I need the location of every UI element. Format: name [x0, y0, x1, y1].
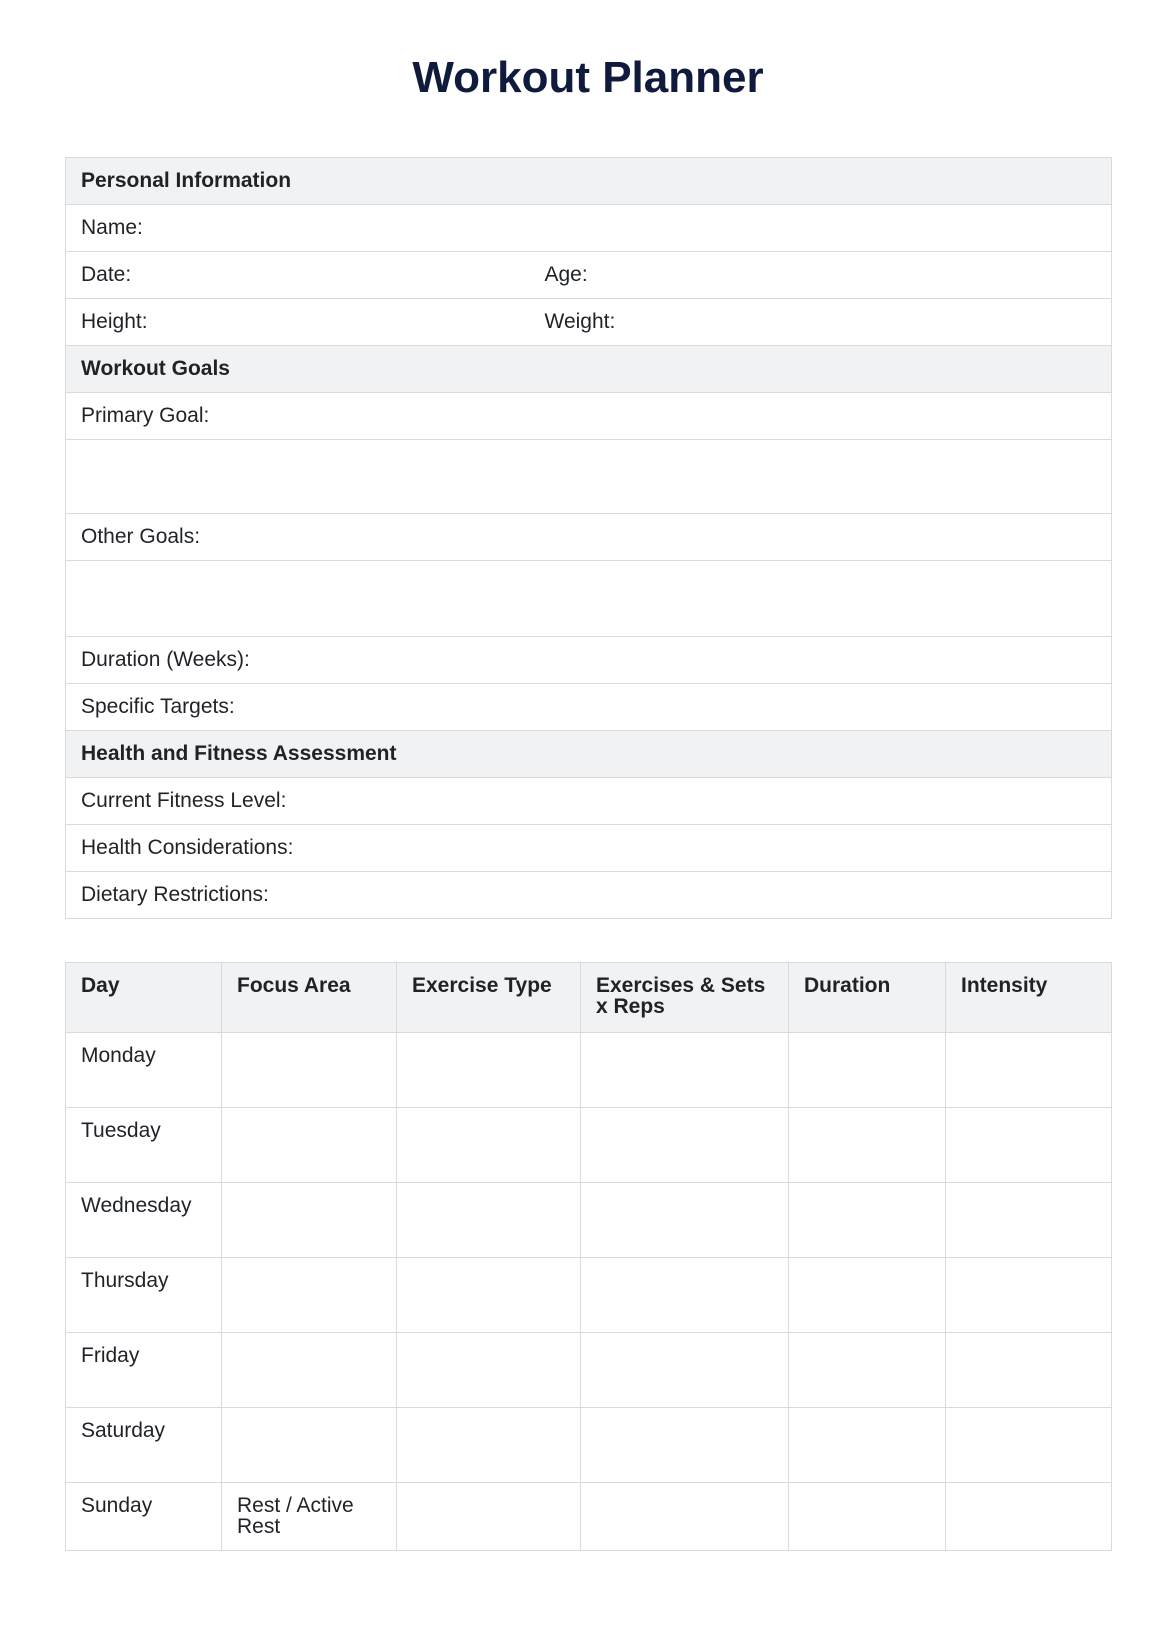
section-header-row [66, 158, 1112, 205]
intensity-cell[interactable] [946, 1108, 1112, 1183]
dietary-restrictions-field[interactable]: Dietary Restrictions: [66, 872, 1112, 919]
day-cell: Wednesday [66, 1183, 222, 1258]
name-field[interactable]: Name: [66, 205, 1112, 252]
fitness-level-row [66, 778, 1112, 825]
exercise-type-cell[interactable] [397, 1108, 581, 1183]
name-row [66, 205, 1112, 252]
table-row [66, 1408, 1112, 1483]
date-age-row [66, 252, 1112, 299]
health-considerations-field[interactable]: Health Considerations: [66, 825, 1112, 872]
exercise-type-cell[interactable] [397, 1033, 581, 1108]
column-header-exercise-type: Exercise Type [397, 963, 581, 1033]
column-header-intensity: Intensity [946, 963, 1112, 1033]
table-row [66, 1258, 1112, 1333]
weekly-schedule-table [65, 962, 1112, 1551]
personal-info-header: Personal Information [66, 158, 1112, 205]
date-field[interactable]: Date: [66, 252, 530, 299]
table-row [66, 1183, 1112, 1258]
exercises-cell[interactable] [581, 1408, 789, 1483]
exercises-cell[interactable] [581, 1108, 789, 1183]
focus-area-cell[interactable] [222, 1108, 397, 1183]
table-row [66, 1483, 1112, 1551]
day-cell: Monday [66, 1033, 222, 1108]
duration-cell[interactable] [789, 1108, 946, 1183]
exercises-cell[interactable] [581, 1033, 789, 1108]
primary-goal-field[interactable] [66, 440, 1112, 514]
duration-row [66, 637, 1112, 684]
exercise-type-cell[interactable] [397, 1408, 581, 1483]
age-field[interactable]: Age: [530, 252, 1112, 299]
exercise-type-cell[interactable] [397, 1483, 581, 1551]
focus-area-cell[interactable] [222, 1033, 397, 1108]
section-header-row [66, 346, 1112, 393]
table-row [66, 1033, 1112, 1108]
day-cell: Sunday [66, 1483, 222, 1551]
exercise-type-cell[interactable] [397, 1258, 581, 1333]
focus-area-cell[interactable] [222, 1183, 397, 1258]
section-header-row [66, 731, 1112, 778]
schedule-header-row [66, 963, 1112, 1033]
exercises-cell[interactable] [581, 1258, 789, 1333]
column-header-duration: Duration [789, 963, 946, 1033]
focus-area-cell[interactable] [222, 1408, 397, 1483]
focus-area-cell[interactable]: Rest / Active Rest [222, 1483, 397, 1551]
duration-cell[interactable] [789, 1033, 946, 1108]
other-goals-field[interactable] [66, 561, 1112, 637]
intensity-cell[interactable] [946, 1408, 1112, 1483]
column-header-day: Day [66, 963, 222, 1033]
primary-goal-label: Primary Goal: [66, 393, 1112, 440]
exercises-cell[interactable] [581, 1483, 789, 1551]
primary-goal-entry-row [66, 440, 1112, 514]
intensity-cell[interactable] [946, 1333, 1112, 1408]
exercises-cell[interactable] [581, 1333, 789, 1408]
exercise-type-cell[interactable] [397, 1333, 581, 1408]
duration-cell[interactable] [789, 1333, 946, 1408]
day-cell: Saturday [66, 1408, 222, 1483]
table-row [66, 1333, 1112, 1408]
weight-field[interactable]: Weight: [530, 299, 1112, 346]
intensity-cell[interactable] [946, 1258, 1112, 1333]
intensity-cell[interactable] [946, 1033, 1112, 1108]
intensity-cell[interactable] [946, 1483, 1112, 1551]
height-weight-row [66, 299, 1112, 346]
other-goals-label: Other Goals: [66, 514, 1112, 561]
page-title: Workout Planner [412, 53, 764, 102]
fitness-level-field[interactable]: Current Fitness Level: [66, 778, 1112, 825]
duration-field[interactable]: Duration (Weeks): [66, 637, 1112, 684]
dietary-restrictions-row [66, 872, 1112, 919]
other-goals-row [66, 514, 1112, 561]
column-header-focus-area: Focus Area [222, 963, 397, 1033]
focus-area-cell[interactable] [222, 1333, 397, 1408]
personal-info-table [65, 157, 1112, 919]
primary-goal-row [66, 393, 1112, 440]
workout-goals-header: Workout Goals [66, 346, 1112, 393]
duration-cell[interactable] [789, 1483, 946, 1551]
intensity-cell[interactable] [946, 1183, 1112, 1258]
duration-cell[interactable] [789, 1258, 946, 1333]
day-cell: Thursday [66, 1258, 222, 1333]
height-field[interactable]: Height: [66, 299, 530, 346]
exercise-type-cell[interactable] [397, 1183, 581, 1258]
exercises-cell[interactable] [581, 1183, 789, 1258]
health-considerations-row [66, 825, 1112, 872]
day-cell: Tuesday [66, 1108, 222, 1183]
table-row [66, 1108, 1112, 1183]
other-goals-entry-row [66, 561, 1112, 637]
column-header-exercises-sets-reps: Exercises & Sets x Reps [581, 963, 789, 1033]
specific-targets-field[interactable]: Specific Targets: [66, 684, 1112, 731]
assessment-header: Health and Fitness Assessment [66, 731, 1112, 778]
duration-cell[interactable] [789, 1408, 946, 1483]
specific-targets-row [66, 684, 1112, 731]
focus-area-cell[interactable] [222, 1258, 397, 1333]
duration-cell[interactable] [789, 1183, 946, 1258]
day-cell: Friday [66, 1333, 222, 1408]
